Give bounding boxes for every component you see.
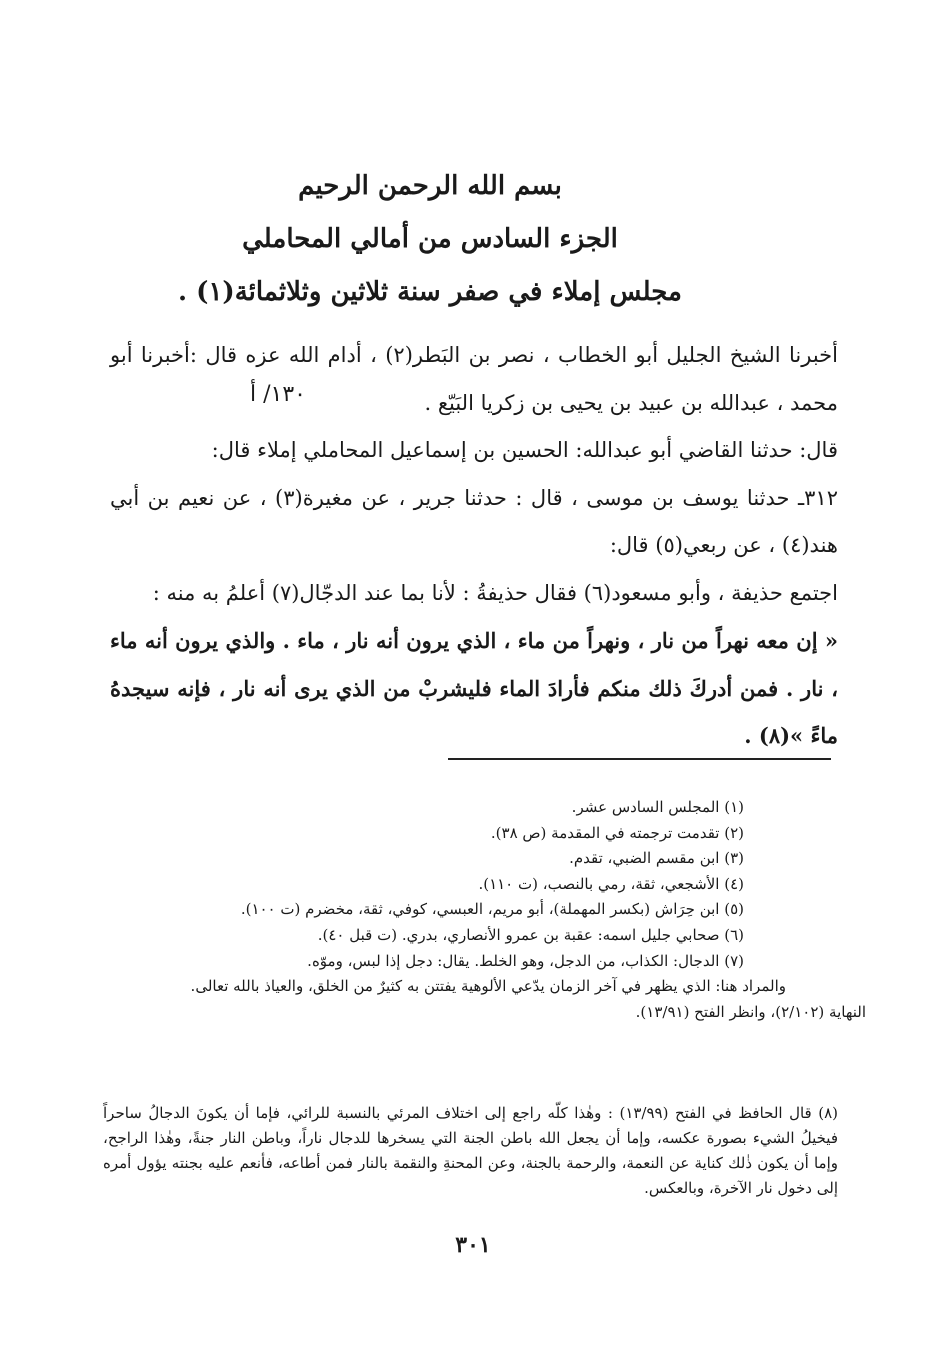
footnote-7: (٧) الدجال: الكذاب، من الدجل، وهو الخلط. يقال: دجل إذا لبس، وموّه. — [307, 951, 744, 970]
footnote-7-continued: والمراد هنا: الذي يظهر في آخر الزمان يدّعي الألوهية يفتتن به كثيرٌ من الخلق، والعياذ بالله تعالى. — [190, 977, 786, 996]
main-text — [110, 332, 838, 760]
session-title: مجلس إملاء في صفر سنة ثلاثين وثلاثمائة(١) . — [178, 277, 682, 307]
part-title: الجزء السادس من أمالي المحاملي — [242, 224, 618, 254]
footnote-7-reference: النهاية (٢/١٠٢)، وانظر الفتح (١٣/٩١). — [635, 1002, 866, 1021]
hadith-isnad: ٣١٢ـ حدثنا يوسف بن موسى ، قال : حدثنا جرير ، عن مغيرة(٣) ، عن نعيم بن أبي هند(٤) ، عن ربعي(٥) قال: — [110, 485, 838, 557]
basmala: بسم الله الرحمن الرحيم — [298, 171, 562, 201]
footnote-5: (٥) ابن حِرَاش (بكسر المهملة)، أبو مريم، العبسي، كوفي، ثقة، مخضرم (ت ١٠٠). — [240, 900, 744, 919]
isnad-paragraph-1: أخبرنا الشيخ الجليل أبو الخطاب ، نصر بن البَطر(٢) ، أدام الله عزه قال :أخبرنا أبو محمد ، عبدالله بن عبيد بن يحيى بن زكريا البَيّع . — [110, 343, 838, 415]
footnote-separator — [448, 758, 831, 760]
manuscript-folio-marker: ١٣٠/ أ — [250, 382, 306, 407]
page-number: ٣٠١ — [455, 1232, 491, 1258]
footnote-4: (٤) الأشجعي، ثقة، رمي بالنصب، (ت ١١٠). — [478, 874, 744, 893]
chapter-header — [150, 160, 710, 319]
footnote-3: (٣) ابن مقسم الضبي، تقدم. — [569, 849, 744, 868]
footnotes — [106, 795, 866, 1025]
isnad-paragraph-2: قال: حدثنا القاضي أبو عبدالله: الحسين بن إسماعيل المحاملي إملاء قال: — [211, 438, 838, 462]
hadith-intro: اجتمع حذيفة ، وأبو مسعود(٦) فقال حذيفةُ : لأنا بما عند الدجّال(٧) أعلمُ به منه : — [152, 580, 838, 605]
footnote-1: (١) المجلس السادس عشر. — [571, 798, 744, 816]
hadith-text: « إن معه نهراً من نار ، ونهراً من ماء ، الذي يرون أنه نار ، ماء . والذي يرون أنه ماء ، نار . فمن أدركَ ذلك منكم فأرادَ الماء فليشربْ من الذي يرى أنه نار ، فإنه سيجدهُ ماءً »(٨) . — [110, 628, 838, 748]
footnote-6: (٦) صحابي جليل اسمه: عقبة بن عمرو الأنصاري، بدري. (ت قبل ٤٠). — [317, 925, 744, 944]
footnote-2: (٢) تقدمت ترجمته في المقدمة (ص ٣٨). — [490, 823, 744, 842]
footnote-8-text: (٨) قال الحافظ في الفتح (١٣/٩٩) : وهٰذا كلّه راجع إلى اختلاف المرئي بالنسبة للرائي، فإما أن يكونَ الدجالُ ساحراً فيخيلُ الشيء بصورة عكسه، وإما أن يجعل الله باطن الجنة التي يسخرها للدجال ناراً، وباطن النار جنةً، وهٰذا الراجح، وإما أن يكون ذٰلك كناية عن النعمة، والرحمة بالجنة، وعن المحنةِ والنقمة بالنار فمن أطاعه، فأنعم عليه بجنته يؤول أمره إلى دخول نار الآخرة، وبالعكس. — [103, 1104, 838, 1197]
footnote-8 — [103, 1101, 838, 1201]
